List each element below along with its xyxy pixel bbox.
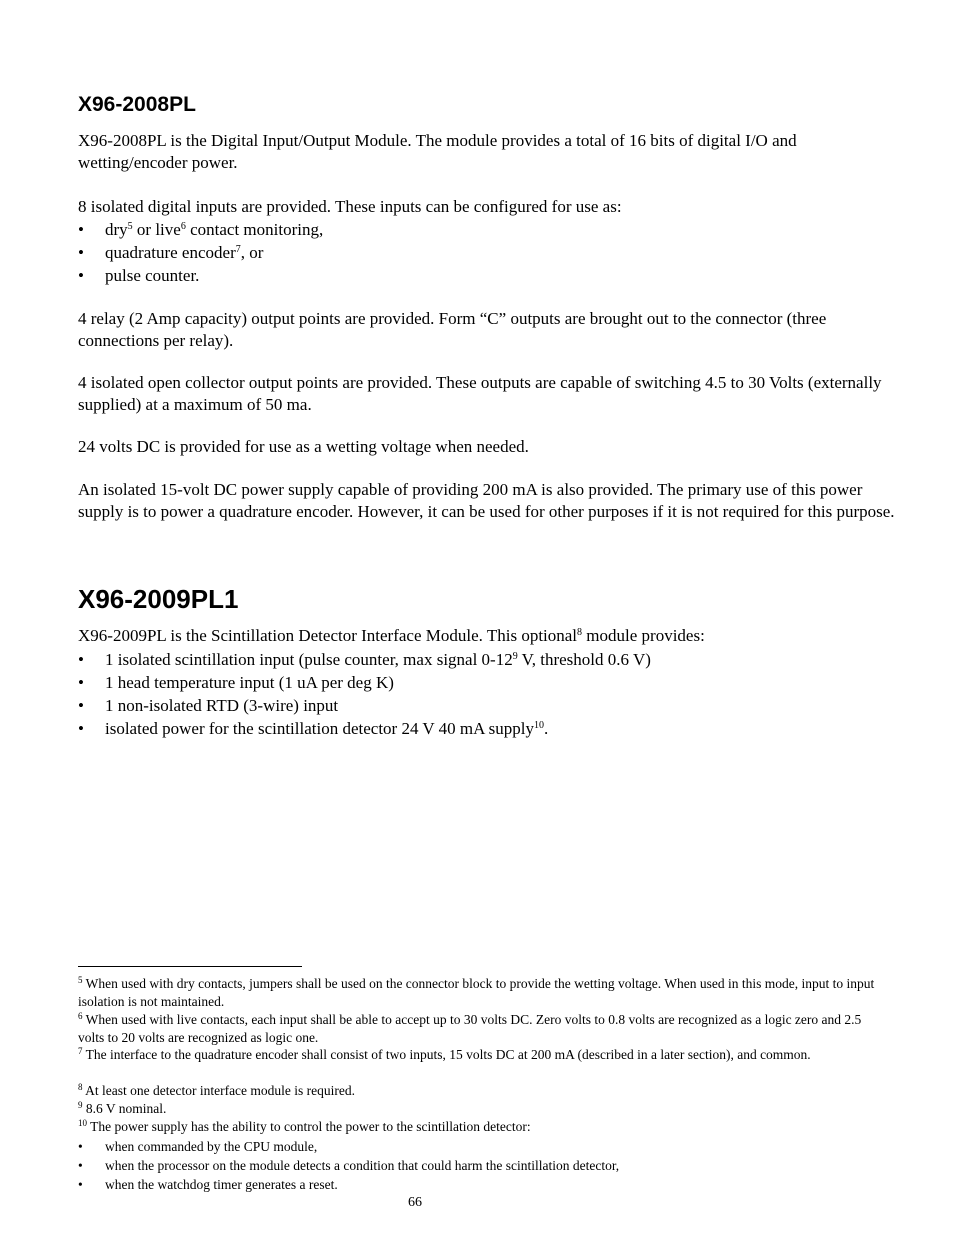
footnote-8: $^8$ At least one detector interface module is required. bbox=[78, 1082, 356, 1098]
paragraph-intro-2009: X96-2009PL is the Scintillation Detector Interface Module. This optional$^8$ module provides: bbox=[78, 626, 705, 645]
paragraph-intro-2008: X96-2008PL is the Digital Input/Output Module. The module provides a total of 16 bits of digital I/O and wetting/encoder power. bbox=[78, 131, 797, 172]
footnote-ref[interactable]: 9 bbox=[512, 651, 518, 662]
paragraph-digital-inputs: 8 isolated digital inputs are provided. These inputs can be configured for use as: bbox=[78, 197, 622, 216]
bullet-icon: • bbox=[78, 673, 84, 692]
footnote-separator bbox=[78, 966, 302, 967]
paragraph-relay-outputs: 4 relay (2 Amp capacity) output points are provided. Form “C” outputs are brought out to the connector (three connections per relay). bbox=[78, 309, 827, 350]
footnote-10: $^{10}$ The power supply has the ability to control the power to the scintillation detector: bbox=[78, 1118, 531, 1134]
footnote-9: $^9$ 8.6 V nominal. bbox=[78, 1100, 167, 1116]
bullet-icon: • bbox=[78, 266, 84, 285]
footnote-ref[interactable]: 10 bbox=[534, 720, 545, 731]
bullet-icon: • bbox=[78, 696, 84, 715]
bullet-icon: • bbox=[78, 1139, 83, 1154]
paragraph-wetting-voltage: 24 volts DC is provided for use as a wetting voltage when needed. bbox=[78, 437, 529, 456]
paragraph-open-collector: 4 isolated open collector output points are provided. These outputs are capable of switching 4.5 to 30 Volts (externally supplied) at a maximum of 50 ma. bbox=[78, 373, 882, 414]
section-heading-x96-2008pl: X96-2008PL bbox=[78, 93, 196, 116]
footnote-ref[interactable]: 8 bbox=[577, 627, 583, 638]
bullet-icon: • bbox=[78, 1177, 83, 1192]
footnote-ref[interactable]: 7 bbox=[235, 244, 241, 255]
bullet-icon: • bbox=[78, 1158, 83, 1173]
bullet-icon: • bbox=[78, 650, 84, 669]
section-heading-x96-2009pl1: X96-2009PL1 bbox=[78, 584, 239, 614]
paragraph-power-supply: An isolated 15-volt DC power supply capable of providing 200 mA is also provided. The primary use of this power supply is to power a quadrature encoder. However, it can be used for other purposes if it is not required for this purpose. bbox=[78, 480, 895, 521]
page-number: 66 bbox=[408, 1195, 422, 1210]
bullet-icon: • bbox=[78, 719, 84, 738]
footnote-ref[interactable]: 5 bbox=[127, 221, 133, 232]
footnote-6: $^6$ When used with live contacts, each input shall be able to accept up to 30 volts DC. Zero volts to 0.8 volts are recognized as a logic zero and 2.5 volts to 20 volts are recognized as logic one. bbox=[78, 1011, 862, 1045]
footnote-7: $^7$ The interface to the quadrature encoder shall consist of two inputs, 15 volts DC at 200 mA (described in a later section), and common. bbox=[78, 1046, 811, 1062]
bullet-icon: • bbox=[78, 220, 84, 239]
footnote-5: $^5$ When used with dry contacts, jumpers shall be used on the connector block to provide the wetting voltage. When used in this mode, input to input isolation is not maintained. bbox=[78, 975, 875, 1009]
bullet-icon: • bbox=[78, 243, 84, 262]
footnote-ref[interactable]: 6 bbox=[180, 221, 186, 232]
